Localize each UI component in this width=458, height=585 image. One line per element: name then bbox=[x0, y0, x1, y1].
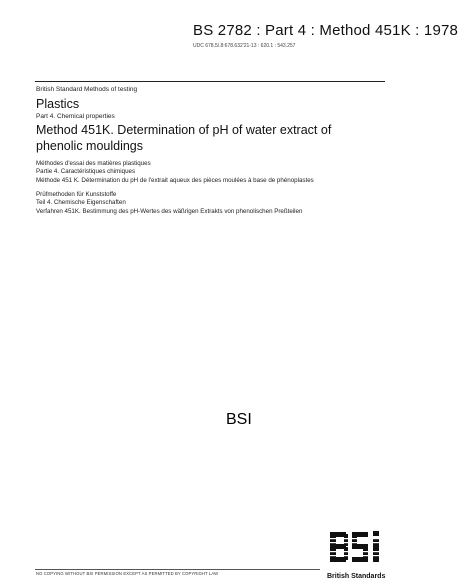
bsi-logo bbox=[226, 411, 388, 570]
german-method-title: Verfahren 451K. Bestimmung des pH-Wertes des wäßrigen Extrakts von phenolischen Preßteilen bbox=[36, 207, 303, 215]
copyright-notice: NO COPYING WITHOUT BSI PERMISSION EXCEPT AS PERMITTED BY COPYRIGHT LAW bbox=[36, 571, 219, 576]
german-titles bbox=[36, 191, 302, 216]
method-title: Method 451K. Determination of pH of water extract of phenolic mouldings bbox=[36, 123, 332, 153]
logo-text: BSI bbox=[226, 411, 252, 428]
french-method-title: Méthode 451 K. Détermination du pH de l'extrait aqueux des pièces moulées à base de phénoplastes bbox=[36, 176, 314, 184]
series-title: British Standard Methods of testing bbox=[36, 86, 138, 93]
top-rule bbox=[35, 81, 385, 82]
standard-number: BS 2782 : Part 4 : Method 451K : 1978 bbox=[193, 22, 458, 39]
french-series-title: Méthodes d'essai des matières plastiques bbox=[36, 160, 151, 167]
german-series-title: Prüfmethoden für Kunststoffe bbox=[36, 191, 117, 198]
french-part-title: Partie 4. Caractéristiques chimiques bbox=[36, 168, 136, 176]
part-title: Part 4. Chemical properties bbox=[36, 113, 115, 120]
footer-rule bbox=[35, 569, 320, 570]
french-titles bbox=[36, 160, 314, 185]
main-title: Plastics bbox=[36, 97, 80, 111]
bsi-subtitle: British Standards bbox=[327, 573, 386, 580]
udc-classification: UDC 678.5/.8:678.632'21-13 : 620.1 : 543.257 bbox=[193, 43, 296, 49]
german-part-title: Teil 4. Chemische Eigenschaften bbox=[36, 199, 126, 207]
